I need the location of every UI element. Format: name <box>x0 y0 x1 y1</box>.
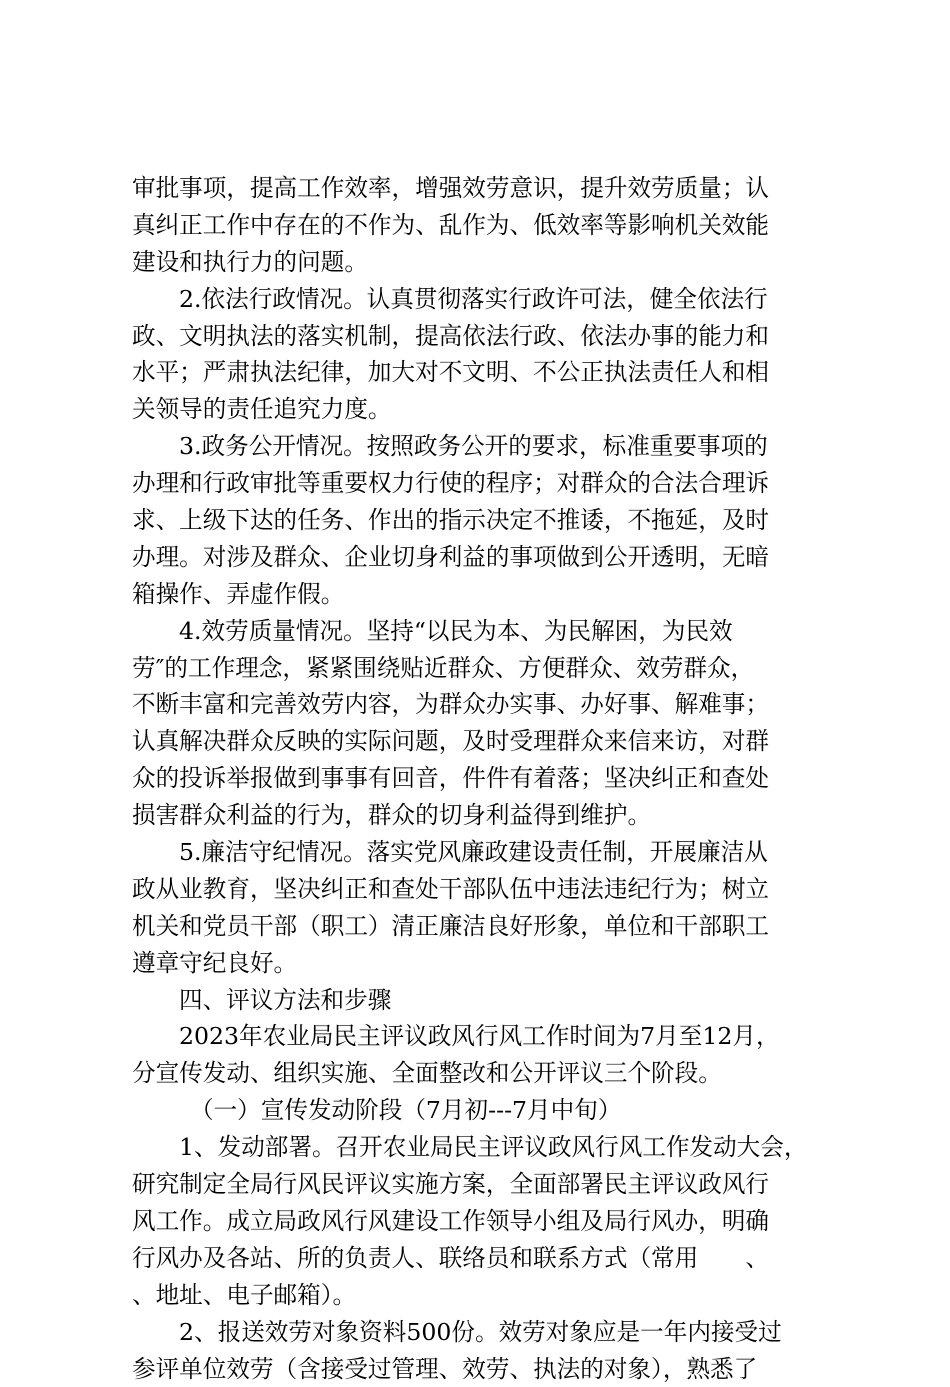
text-line: 遵章守纪良好。 <box>132 945 828 982</box>
text-line: 认真解决群众反映的实际问题，及时受理群众来信来访，对群 <box>132 723 828 760</box>
text-line: 参评单位效劳（含接受过管理、效劳、执法的对象），熟悉了 <box>132 1351 828 1387</box>
text-line: 建设和执行力的问题。 <box>132 244 828 281</box>
paragraph-start-line: 1、发动部署。召开农业局民主评议政风行风工作发动大会， <box>132 1129 828 1166</box>
text-line: 关领导的责任追究力度。 <box>132 391 828 428</box>
text-line: 真纠正工作中存在的不作为、乱作为、低效率等影响机关效能 <box>132 207 828 244</box>
text-line: 分宣传发动、组织实施、全面整改和公开评议三个阶段。 <box>132 1055 828 1092</box>
text-line: 风工作。成立局政风行风建设工作领导小组及局行风办，明确 <box>132 1203 828 1240</box>
text-line: 众的投诉举报做到事事有回音，件件有着落；坚决纠正和查处 <box>132 760 828 797</box>
text-line: 行风办及各站、所的负责人、联络员和联系方式（常用 、 <box>132 1240 828 1277</box>
text-line: 求、上级下达的任务、作出的指示决定不推诿，不拖延，及时 <box>132 502 828 539</box>
section-heading: 四、评议方法和步骤 <box>132 982 828 1019</box>
paragraph-start-line: 2、报送效劳对象资料500份。效劳对象应是一年内接受过 <box>132 1314 828 1351</box>
text-line: 办理和行政审批等重要权力行使的程序；对群众的合法合理诉 <box>132 465 828 502</box>
text-line: 研究制定全局行风民评议实施方案，全面部署民主评议政风行 <box>132 1166 828 1203</box>
text-line: 劳″的工作理念，紧紧围绕贴近群众、方便群众、效劳群众， <box>132 650 828 687</box>
text-line: 、地址、电子邮箱）。 <box>132 1277 828 1314</box>
subsection-heading: （一）宣传发动阶段（7月初---7月中旬） <box>132 1092 828 1129</box>
text-line: 审批事项，提高工作效率，增强效劳意识，提升效劳质量；认 <box>132 170 828 207</box>
paragraph-start-line: 4.效劳质量情况。坚持“以民为本、为民解困，为民效 <box>132 613 828 650</box>
document-body <box>132 170 828 1387</box>
text-line: 政、文明执法的落实机制，提高依法行政、依法办事的能力和 <box>132 318 828 355</box>
text-line: 政从业教育，坚决纠正和查处干部队伍中违法违纪行为；树立 <box>132 871 828 908</box>
text-line: 办理。对涉及群众、企业切身利益的事项做到公开透明，无暗 <box>132 539 828 576</box>
text-line: 损害群众利益的行为，群众的切身利益得到维护。 <box>132 797 828 834</box>
paragraph-start-line: 3.政务公开情况。按照政务公开的要求，标准重要事项的 <box>132 428 828 465</box>
text-line: 机关和党员干部（职工）清正廉洁良好形象，单位和干部职工 <box>132 908 828 945</box>
paragraph-start-line: 2.依法行政情况。认真贯彻落实行政许可法，健全依法行 <box>132 281 828 318</box>
text-line: 水平；严肃执法纪律，加大对不文明、不公正执法责任人和相 <box>132 354 828 391</box>
text-line: 箱操作、弄虚作假。 <box>132 576 828 613</box>
paragraph-start-line: 2023年农业局民主评议政风行风工作时间为7月至12月， <box>132 1018 828 1055</box>
text-line: 不断丰富和完善效劳内容，为群众办实事、办好事、解难事； <box>132 686 828 723</box>
paragraph-start-line: 5.廉洁守纪情况。落实党风廉政建设责任制，开展廉洁从 <box>132 834 828 871</box>
